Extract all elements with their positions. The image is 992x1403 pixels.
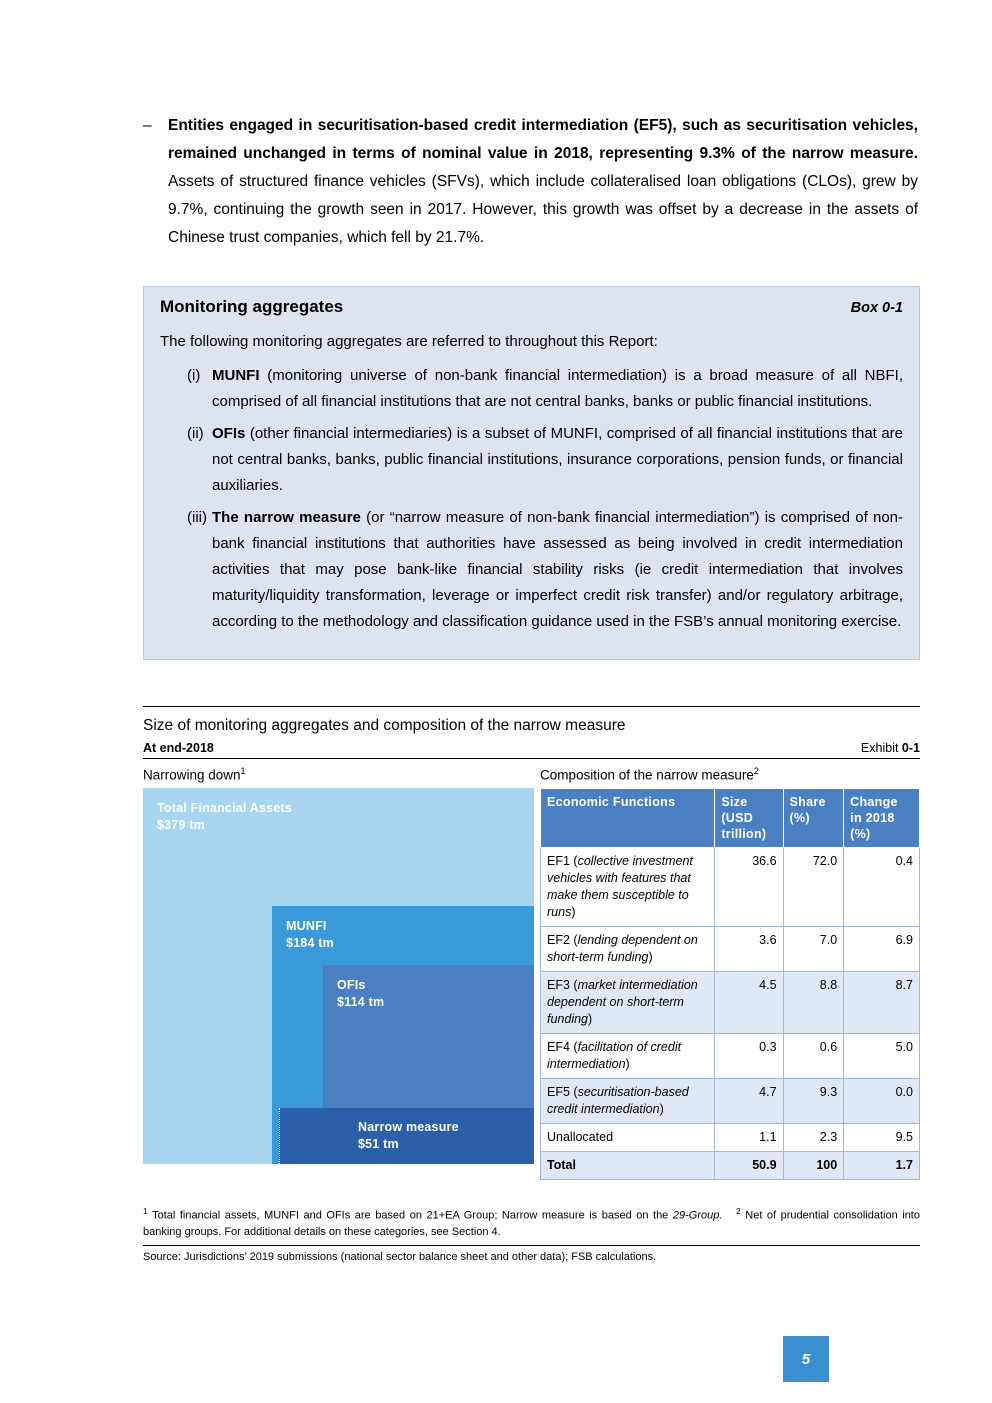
label-ofis (337, 977, 384, 1011)
table-head (541, 788, 920, 847)
exhibit-number (861, 741, 920, 755)
cell-change: 5.0 (844, 1033, 920, 1078)
box-item-text (212, 421, 903, 499)
cell-function-code: EF5 ( (547, 1084, 578, 1099)
footnote-1-italic: 29-Group. (672, 1209, 723, 1222)
cell-function-close: ) (659, 1101, 664, 1116)
narrow-measure-divider (279, 1108, 280, 1164)
cell-change: 0.0 (844, 1078, 920, 1123)
table-header-row (541, 788, 920, 847)
cell-change: 8.7 (844, 971, 920, 1033)
box-item-body: (other financial intermediaries) is a subset of MUNFI, comprised of all financial institutions that are not central banks, banks, public financial institutions, insurance corporations, pension funds, or financial auxiliaries. (212, 425, 903, 494)
table-row (541, 926, 920, 971)
cell-function (541, 847, 715, 926)
exhibit-number-value: 0-1 (901, 741, 920, 755)
box-item (160, 363, 903, 415)
label-munfi-value: $184 tm (286, 935, 334, 950)
cell-function-desc: collective investment vehicles with features that make them susceptible to runs (547, 853, 693, 919)
footnote-2-text: Net of prudential consolidation into banking groups. For additional details on these categories, see Section 4. (143, 1209, 920, 1238)
cell-function (541, 1078, 715, 1123)
economic-functions-table (540, 788, 920, 1180)
table-row (541, 1033, 920, 1078)
cell-share: 8.8 (783, 971, 844, 1033)
bullet-text (168, 112, 918, 252)
col-size-line3: trillion) (721, 826, 767, 841)
narrowing-down-footnote-ref: 1 (240, 766, 246, 776)
box-item-text (212, 505, 903, 635)
box-item-text (212, 363, 903, 415)
box-item (160, 505, 903, 635)
label-total-financial-assets (157, 800, 292, 834)
box-item (160, 421, 903, 499)
col-economic-functions-line1: Economic Functions (547, 794, 676, 809)
cell-total-change: 1.7 (844, 1151, 920, 1179)
col-size (715, 788, 783, 847)
table-row (541, 971, 920, 1033)
cell-size: 3.6 (715, 926, 783, 971)
cell-share: 7.0 (783, 926, 844, 971)
cell-function (541, 1033, 715, 1078)
footnote-1-text: Total financial assets, MUNFI and OFIs are based on 21+EA Group; Narrow measure is based on the (147, 1209, 673, 1222)
col-change-line3: (%) (850, 826, 871, 841)
table-row (541, 1123, 920, 1151)
cell-share: 0.6 (783, 1033, 844, 1078)
cell-function-desc: lending dependent on short-term funding (547, 932, 698, 964)
cell-total-share: 100 (783, 1151, 844, 1179)
cell-size: 4.5 (715, 971, 783, 1033)
cell-size: 1.1 (715, 1123, 783, 1151)
bullet-rest: Assets of structured finance vehicles (SFVs), which include collateralised loan obligations (CLOs), grew by 9.7%, continuing the growth seen in 2017. However, this growth was offset by a decrease in the assets of Chinese trust companies, which fell by 21.7%. (168, 173, 918, 246)
table-total-row (541, 1151, 920, 1179)
cell-total-size: 50.9 (715, 1151, 783, 1179)
cell-change: 0.4 (844, 847, 920, 926)
monitoring-aggregates-box (143, 286, 920, 660)
exhibit-period-label: At end-2018 (143, 741, 214, 755)
label-total-financial-assets-value: $379 tm (157, 817, 205, 832)
composition-heading-text: Composition of the narrow measure (540, 767, 754, 783)
label-ofis-name: OFIs (337, 977, 366, 992)
footnote-2-ref: 2 (736, 1206, 741, 1216)
box-item-marker: (iii) (187, 509, 207, 526)
bullet-bold-lead: Entities engaged in securitisation-based credit intermediation (EF5), such as securitisation vehicles, remained unchanged in terms of nominal value in 2018, representing 9.3% of the narrow measure. (168, 117, 918, 162)
cell-function-close: ) (648, 949, 653, 964)
box-item-term: MUNFI (212, 367, 260, 384)
bullet-paragraph (143, 112, 918, 252)
page-number-badge: 5 (783, 1336, 829, 1382)
label-munfi-name: MUNFI (286, 918, 327, 933)
composition-footnote-ref: 2 (753, 766, 759, 776)
exhibit-panes (143, 766, 920, 1180)
nested-rectangles-chart (143, 788, 534, 1164)
exhibit-top-rule (143, 706, 920, 707)
cell-share: 72.0 (783, 847, 844, 926)
narrowing-down-heading (143, 766, 534, 783)
cell-function-close: ) (625, 1056, 630, 1071)
box-intro-text: The following monitoring aggregates are referred to throughout this Report: (160, 333, 658, 350)
col-share (783, 788, 844, 847)
cell-share: 2.3 (783, 1123, 844, 1151)
cell-function-code: EF3 ( (547, 977, 578, 992)
exhibit-block (143, 706, 920, 1180)
narrowing-down-pane (143, 766, 534, 1180)
footnote-source: Source: Jurisdictions’ 2019 submissions (national sector balance sheet and other data); FSB calculations. (143, 1245, 920, 1265)
label-munfi (286, 918, 334, 952)
box-number-label: Box 0-1 (850, 300, 903, 316)
narrowing-down-heading-text: Narrowing down (143, 767, 241, 783)
box-item-body: (monitoring universe of non-bank financial intermediation) is a broad measure of all NBFI, comprised of all financial institutions that are not central banks, banks or public financial institutions. (212, 367, 903, 410)
cell-function-code: Unallocated (547, 1129, 614, 1144)
exhibit-title: Size of monitoring aggregates and composition of the narrow measure (143, 717, 626, 734)
cell-total-label: Total (541, 1151, 715, 1179)
label-narrow-measure (358, 1119, 459, 1153)
cell-function-desc: market intermediation dependent on short-term funding (547, 977, 698, 1026)
bullet-row (143, 112, 918, 252)
cell-change: 9.5 (844, 1123, 920, 1151)
composition-heading (540, 766, 920, 783)
bullet-marker: – (143, 117, 152, 134)
exhibit-footnotes (143, 1203, 920, 1265)
box-item-body: (or “narrow measure of non-bank financial intermediation”) is comprised of non-bank financial institutions that authorities have assessed as being involved in credit intermediation activities that may pose bank-like financial stability risks (ie credit intermediation that involves maturity/liquidity transformation, leverage or imperfect credit risk transfer) and/or regulatory arbitrage, according to the methodology and classification guidance used in the FSB’s annual monitoring exercise. (212, 509, 904, 630)
cell-function (541, 926, 715, 971)
label-narrow-measure-value: $51 tm (358, 1136, 399, 1151)
table-body (541, 847, 920, 1179)
cell-function (541, 1123, 715, 1151)
box-item-term: OFIs (212, 425, 246, 442)
cell-function-desc: securitisation-based credit intermediation (547, 1084, 689, 1116)
col-size-line1: Size (721, 794, 748, 809)
table-row (541, 847, 920, 926)
cell-change: 6.9 (844, 926, 920, 971)
col-change-line1: Change (850, 794, 898, 809)
label-total-financial-assets-name: Total Financial Assets (157, 800, 292, 815)
col-size-line2: (USD (721, 810, 754, 825)
cell-size: 36.6 (715, 847, 783, 926)
cell-function-code: EF4 ( (547, 1039, 578, 1054)
footnote-line (143, 1203, 920, 1240)
cell-function-close: ) (571, 904, 576, 919)
label-ofis-value: $114 tm (337, 994, 385, 1009)
box-header (160, 297, 903, 317)
composition-pane (534, 766, 920, 1180)
cell-size: 4.7 (715, 1078, 783, 1123)
cell-size: 0.3 (715, 1033, 783, 1078)
box-item-marker: (i) (187, 367, 201, 384)
cell-function-close: ) (588, 1011, 593, 1026)
label-narrow-measure-name: Narrow measure (358, 1119, 459, 1134)
cell-function-code: EF2 ( (547, 932, 578, 947)
box-title: Monitoring aggregates (160, 297, 344, 316)
col-economic-functions (541, 788, 715, 847)
col-share-line2: (%) (789, 810, 810, 825)
table-row (541, 1078, 920, 1123)
footnote-1-ref: 1 (143, 1206, 148, 1216)
col-change-line2: in 2018 (850, 810, 895, 825)
col-change (844, 788, 920, 847)
cell-function (541, 971, 715, 1033)
box-item-term: The narrow measure (212, 509, 361, 526)
col-share-line1: Share (789, 794, 826, 809)
cell-function-desc: facilitation of credit intermediation (547, 1039, 682, 1071)
box-item-marker: (ii) (187, 425, 204, 442)
exhibit-number-prefix: Exhibit (860, 741, 902, 755)
cell-share: 9.3 (783, 1078, 844, 1123)
exhibit-subheader-row (143, 741, 920, 759)
cell-function-code: EF1 ( (547, 853, 578, 868)
